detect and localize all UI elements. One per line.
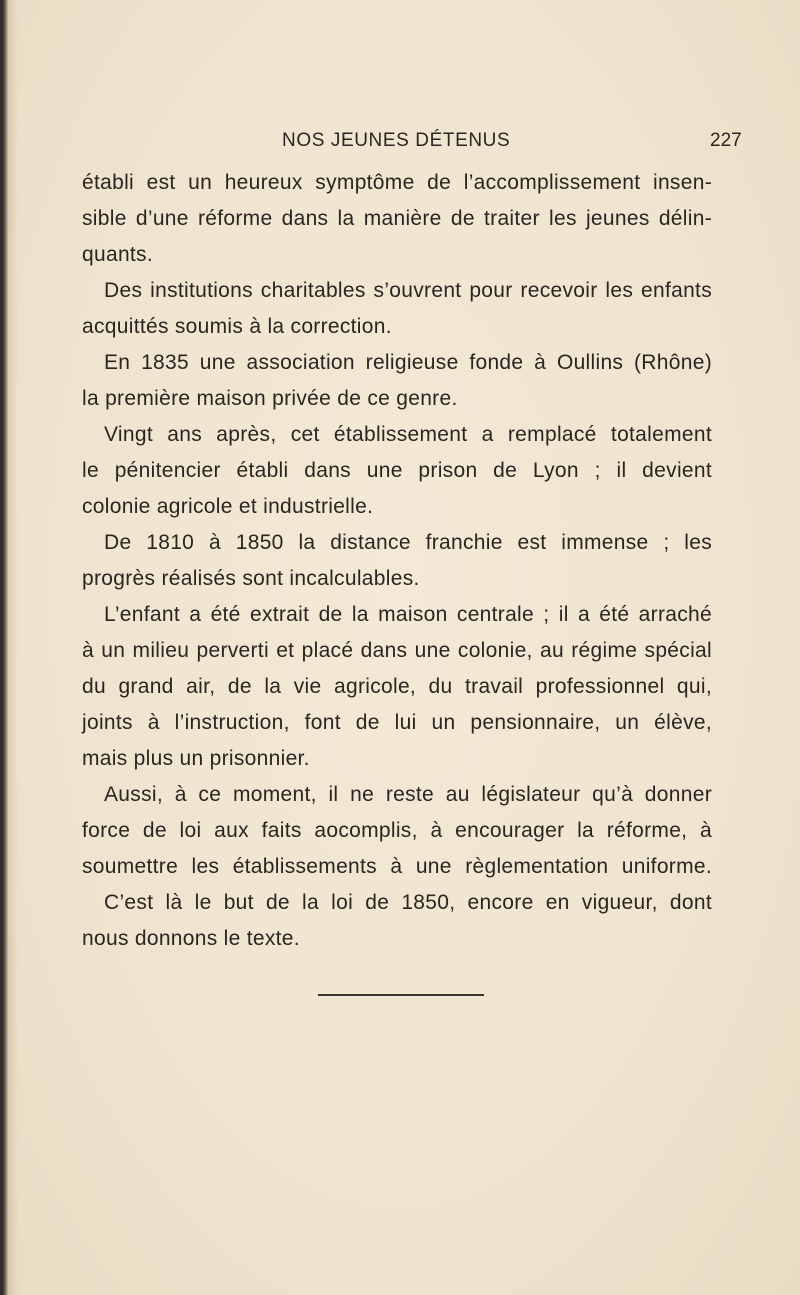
page-binding-edge (0, 0, 8, 1295)
text-line: progrès réalisés sont incalculables. (82, 567, 420, 590)
text-line: L’enfant a été extrait de la maison centrale ; il a été arraché (104, 603, 712, 626)
page-number: 227 (710, 130, 742, 151)
binding-shadow (8, 0, 18, 1295)
text-line: la première maison privée de ce genre. (82, 387, 458, 410)
text-line: joints à l’instruction, font de lui un pensionnaire, un élève, (82, 711, 712, 734)
text-line: force de loi aux faits aocomplis, à encourager la réforme, à (82, 819, 712, 842)
text-line: colonie agricole et industrielle. (82, 495, 374, 518)
text-line: Vingt ans après, cet établissement a remplacé totalement (104, 423, 712, 446)
text-line: Aussi, à ce moment, il ne reste au législateur qu’à donner (104, 783, 712, 806)
section-divider-rule (318, 994, 484, 996)
text-line: établi est un heureux symptôme de l’accomplissement insen- (82, 171, 712, 194)
running-title: NOS JEUNES DÉTENUS (282, 130, 511, 151)
text-line: soumettre les établissements à une règlementation uniforme. (82, 855, 712, 878)
text-line: Des institutions charitables s’ouvrent pour recevoir les enfants (104, 279, 712, 302)
text-line: mais plus un prisonnier. (82, 747, 310, 770)
text-line: à un milieu perverti et placé dans une colonie, au régime spécial (82, 639, 712, 662)
text-line: C’est là le but de la loi de 1850, encore en vigueur, dont (104, 891, 712, 914)
text-line: nous donnons le texte. (82, 927, 300, 950)
page-header (282, 130, 782, 154)
body-text (82, 165, 712, 957)
text-line: En 1835 une association religieuse fonde à Oullins (Rhône) (104, 351, 712, 374)
text-line: acquittés soumis à la correction. (82, 315, 392, 338)
text-line: quants. (82, 243, 153, 266)
text-line: du grand air, de la vie agricole, du travail professionnel qui, (82, 675, 712, 698)
text-line: le pénitencier établi dans une prison de Lyon ; il devient (82, 459, 712, 482)
text-line: De 1810 à 1850 la distance franchie est immense ; les (104, 531, 712, 554)
text-line: sible d’une réforme dans la manière de traiter les jeunes délin- (82, 207, 712, 230)
